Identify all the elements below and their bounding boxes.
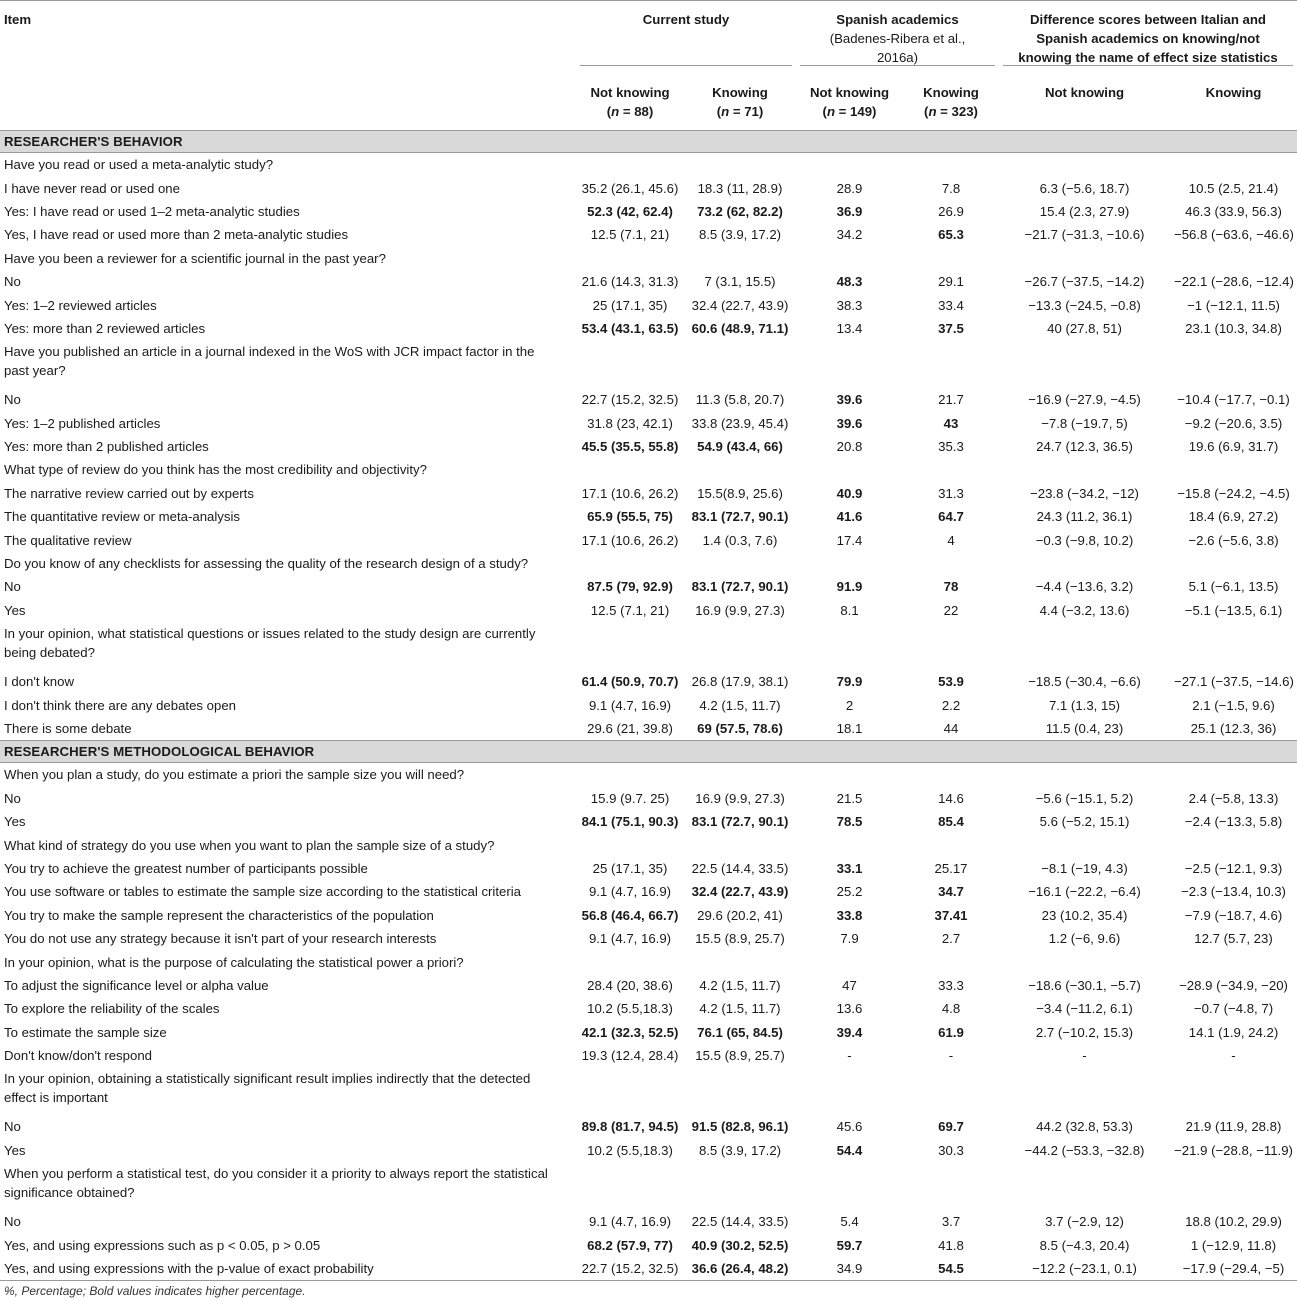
- cell-diff-not-knowing: 6.3 (−5.6, 18.7): [1039, 180, 1130, 196]
- header-item: Item: [0, 1, 576, 75]
- cell-row-label: You try to achieve the greatest number of participants possible: [4, 860, 368, 876]
- cell-current-knowing: 16.9 (9.9, 27.3): [695, 790, 785, 806]
- cell-spanish-knowing: 4.8: [941, 1001, 961, 1017]
- cell-current-not-knowing: 17.1 (10.6, 26.2): [581, 532, 679, 548]
- table-row: [0, 575, 1297, 598]
- cell-spanish-knowing: 33.3: [938, 977, 964, 993]
- cell-row-label: Yes: 1–2 reviewed articles: [4, 297, 157, 313]
- cell-diff-not-knowing: 11.5 (0.4, 23): [1045, 721, 1124, 736]
- cell-current-knowing: 8.5 (3.9, 17.2): [698, 1142, 782, 1158]
- cell-spanish-not-knowing: 78.5: [836, 814, 863, 830]
- cell-spanish-knowing: 78: [943, 579, 959, 595]
- table-row: [0, 1257, 1297, 1281]
- cell-diff-knowing: 1 (−12.9, 11.8): [1190, 1237, 1277, 1253]
- header-sp-knowing: Knowing (n = 323): [903, 74, 999, 131]
- cell-diff-not-knowing: 3.7 (−2.9, 12): [1045, 1214, 1124, 1230]
- question: In your opinion, obtaining a statistically significant result implies indirectly that the detected effect is important: [4, 1071, 531, 1106]
- question: Have you been a reviewer for a scientific journal in the past year?: [4, 250, 386, 266]
- cell-spanish-not-knowing: 54.4: [836, 1142, 863, 1158]
- cell-diff-knowing: −1 (−12.1, 11.5): [1187, 297, 1280, 313]
- section-methodological-behavior: RESEARCHER'S METHODOLOGICAL BEHAVIOR: [0, 741, 1297, 763]
- cell-row-label: No: [4, 274, 21, 290]
- header-sp-not-knowing: Not knowing (n = 149): [796, 74, 903, 131]
- cell-spanish-knowing: 4: [947, 532, 955, 548]
- cell-row-label: Don't know/don't respond: [4, 1048, 152, 1064]
- cell-spanish-knowing: 26.9: [938, 203, 964, 219]
- cell-current-not-knowing: 29.6 (21, 39.8): [587, 721, 673, 736]
- cell-current-knowing: 1.4 (0.3, 7.6): [702, 532, 778, 548]
- cell-current-knowing: 83.1 (72.7, 90.1): [691, 579, 789, 595]
- cell-diff-not-knowing: 8.5 (−4.3, 20.4): [1039, 1237, 1130, 1253]
- cell-current-knowing: 73.2 (62, 82.2): [697, 203, 783, 219]
- footnote: %, Percentage; Bold values indicates higher percentage.: [4, 1284, 306, 1298]
- cell-current-knowing: 8.5 (3.9, 17.2): [698, 227, 782, 243]
- cell-spanish-not-knowing: 59.7: [836, 1237, 863, 1253]
- cell-diff-not-knowing: 7.1 (1.3, 15): [1048, 697, 1121, 713]
- question: In your opinion, what is the purpose of calculating the statistical power a priori?: [4, 954, 464, 970]
- cell-row-label: You use software or tables to estimate the sample size according to the statistical criteria: [4, 884, 522, 900]
- table-row: [0, 599, 1297, 622]
- cell-diff-knowing: 25.1 (12.3, 36): [1190, 721, 1277, 736]
- cell-row-label: I don't think there are any debates open: [4, 697, 236, 713]
- cell-current-knowing: 15.5 (8.9, 25.7): [695, 1048, 785, 1064]
- cell-spanish-not-knowing: 20.8: [836, 439, 863, 455]
- cell-spanish-knowing: 30.3: [938, 1142, 964, 1158]
- cell-current-knowing: 91.5 (82.8, 96.1): [691, 1119, 789, 1135]
- header-difference-scores: Difference scores between Italian and Spanish academics on knowing/not knowing the name of effect size statistics: [999, 1, 1297, 75]
- question: Have you read or used a meta-analytic study?: [4, 157, 274, 173]
- cell-spanish-not-knowing: 41.6: [836, 509, 863, 525]
- table-row: [0, 1021, 1297, 1044]
- cell-diff-not-knowing: −26.7 (−37.5, −14.2): [1024, 274, 1145, 290]
- cell-current-knowing: 4.2 (1.5, 11.7): [699, 1001, 781, 1017]
- cell-diff-not-knowing: -: [1082, 1048, 1087, 1064]
- cell-current-knowing: 83.1 (72.7, 90.1): [691, 509, 789, 525]
- table-row: [0, 1233, 1297, 1256]
- cell-spanish-not-knowing: 21.5: [836, 790, 863, 806]
- cell-current-not-knowing: 25 (17.1, 35): [592, 860, 668, 876]
- cell-row-label: To explore the reliability of the scales: [4, 1001, 220, 1017]
- cell-diff-knowing: −27.1 (−37.5, −14.6): [1174, 674, 1294, 690]
- cell-spanish-knowing: 37.5: [938, 320, 964, 336]
- cell-current-not-knowing: 12.5 (7.1, 21): [590, 227, 670, 243]
- cell-spanish-not-knowing: 17.4: [836, 532, 863, 548]
- cell-current-not-knowing: 10.2 (5.5,18.3): [587, 1142, 673, 1158]
- cell-spanish-not-knowing: 7.9: [840, 931, 859, 947]
- cell-current-knowing: 11.3 (5.8, 20.7): [695, 392, 785, 408]
- cell-row-label: The narrative review carried out by experts: [4, 485, 254, 501]
- cell-diff-knowing: 21.9 (11.9, 28.8): [1185, 1119, 1282, 1135]
- cell-diff-not-knowing: −18.6 (−30.1, −5.7): [1028, 977, 1141, 993]
- cell-row-label: I don't know: [4, 674, 74, 690]
- cell-row-label: The qualitative review: [4, 532, 132, 548]
- cell-spanish-not-knowing: -: [847, 1048, 852, 1064]
- cell-diff-not-knowing: −13.3 (−24.5, −0.8): [1028, 297, 1141, 313]
- cell-row-label: No: [4, 1119, 21, 1135]
- cell-diff-knowing: -: [1231, 1048, 1236, 1064]
- cell-diff-knowing: −28.9 (−34.9, −20): [1179, 977, 1288, 993]
- cell-spanish-not-knowing: 33.1: [836, 860, 863, 876]
- cell-diff-not-knowing: −18.5 (−30.4, −6.6): [1028, 674, 1141, 690]
- section-researcher-behavior: RESEARCHER'S BEHAVIOR: [0, 131, 1297, 153]
- cell-row-label: You try to make the sample represent the characteristics of the population: [4, 907, 434, 923]
- table-row: [0, 482, 1297, 505]
- table-row: [0, 787, 1297, 810]
- cell-current-not-knowing: 56.8 (46.4, 66.7): [581, 907, 679, 923]
- cell-diff-not-knowing: −8.1 (−19, 4.3): [1041, 860, 1128, 876]
- cell-diff-not-knowing: 40 (27.8, 51): [1047, 320, 1122, 336]
- cell-current-not-knowing: 15.9 (9.7. 25): [590, 790, 670, 806]
- cell-current-not-knowing: 87.5 (79, 92.9): [587, 579, 673, 595]
- cell-row-label: Yes: 1–2 published articles: [4, 415, 161, 431]
- cell-spanish-knowing: 54.5: [903, 1257, 999, 1281]
- cell-diff-knowing: 12.7 (5.7, 23): [1194, 931, 1273, 947]
- cell-current-not-knowing: 22.7 (15.2, 32.5): [581, 392, 679, 408]
- table-row: [0, 412, 1297, 435]
- cell-spanish-knowing: 7.8: [941, 180, 961, 196]
- table-row: [0, 317, 1297, 340]
- table-row: [0, 176, 1297, 199]
- table-row: [0, 857, 1297, 880]
- question: What type of review do you think has the most credibility and objectivity?: [4, 462, 427, 478]
- cell-row-label: To adjust the significance level or alpha value: [4, 977, 269, 993]
- cell-spanish-not-knowing: 40.9: [836, 485, 863, 501]
- cell-diff-knowing: −5.1 (−13.5, 6.1): [1184, 602, 1283, 618]
- cell-spanish-knowing: 25.17: [934, 860, 968, 876]
- cell-spanish-not-knowing: 28.9: [836, 180, 863, 196]
- cell-row-label: No: [4, 392, 21, 408]
- cell-current-not-knowing: 53.4 (43.1, 63.5): [581, 320, 679, 336]
- question: Have you published an article in a journal indexed in the WoS with JCR impact factor in the past year?: [4, 344, 535, 379]
- cell-current-not-knowing: 9.1 (4.7, 16.9): [588, 884, 672, 900]
- cell-spanish-knowing: 31.3: [938, 485, 964, 501]
- cell-row-label: Yes: more than 2 published articles: [4, 439, 209, 455]
- table-row: [0, 435, 1297, 458]
- cell-row-label: Yes: I have read or used 1–2 meta-analytic studies: [4, 203, 300, 219]
- header-diff-knowing: Knowing: [1170, 74, 1297, 131]
- cell-spanish-not-knowing: 18.1: [836, 721, 863, 736]
- cell-current-not-knowing: 17.1 (10.6, 26.2): [581, 485, 679, 501]
- cell-current-not-knowing: 21.6 (14.3, 31.3): [581, 274, 679, 290]
- cell-diff-knowing: 18.8 (10.2, 29.9): [1185, 1214, 1282, 1230]
- cell-current-not-knowing: 28.4 (20, 38.6): [587, 977, 673, 993]
- cell-row-label: Yes, I have read or used more than 2 meta-analytic studies: [4, 227, 349, 243]
- cell-current-not-knowing: 19.3 (12.4, 28.4): [581, 1048, 679, 1064]
- header-spanish-academics: Spanish academics (Badenes-Ribera et al., 2016a): [796, 1, 999, 75]
- cell-current-not-knowing: 9.1 (4.7, 16.9): [588, 931, 672, 947]
- cell-spanish-knowing: 21.7: [938, 392, 964, 408]
- cell-diff-not-knowing: 15.4 (2.3, 27.9): [1039, 203, 1130, 219]
- cell-spanish-knowing: 33.4: [938, 297, 964, 313]
- cell-row-label: No: [4, 579, 21, 595]
- cell-diff-not-knowing: 1.2 (−6, 9.6): [1048, 931, 1121, 947]
- cell-spanish-not-knowing: 33.8: [836, 907, 863, 923]
- question: When you perform a statistical test, do you consider it a priority to always report the statistical significance obtained?: [4, 1166, 548, 1201]
- cell-row-label: Yes, and using expressions such as p < 0.05, p > 0.05: [4, 1237, 321, 1253]
- cell-spanish-knowing: 64.7: [938, 509, 964, 525]
- cell-diff-not-knowing: −3.4 (−11.2, 6.1): [1036, 1001, 1133, 1017]
- cell-row-label: Yes, and using expressions with the p-value of exact probability: [0, 1257, 576, 1281]
- cell-row-label: Yes: [4, 1142, 26, 1158]
- table-row: [0, 670, 1297, 693]
- cell-current-knowing: 15.5 (8.9, 25.7): [695, 931, 785, 947]
- cell-diff-not-knowing: −23.8 (−34.2, −12): [1030, 485, 1139, 501]
- cell-row-label: No: [4, 1214, 21, 1230]
- cell-spanish-knowing: 29.1: [938, 274, 964, 290]
- cell-row-label: There is some debate: [4, 721, 132, 736]
- table-row: [0, 1210, 1297, 1233]
- cell-spanish-not-knowing: 79.9: [836, 674, 863, 690]
- table-row: [0, 693, 1297, 716]
- cell-spanish-not-knowing: 38.3: [836, 297, 863, 313]
- cell-diff-knowing: −0.7 (−4.8, 7): [1193, 1001, 1274, 1017]
- cell-current-not-knowing: 52.3 (42, 62.4): [587, 203, 673, 219]
- cell-current-not-knowing: 61.4 (50.9, 70.7): [581, 674, 679, 690]
- cell-row-label: To estimate the sample size: [4, 1024, 167, 1040]
- cell-current-not-knowing: 35.2 (26.1, 45.6): [581, 180, 679, 196]
- cell-spanish-knowing: 22: [943, 602, 959, 618]
- cell-spanish-knowing: 44: [943, 721, 959, 736]
- table-row: [0, 997, 1297, 1020]
- cell-row-label: Yes: more than 2 reviewed articles: [4, 320, 206, 336]
- cell-current-not-knowing: 9.1 (4.7, 16.9): [588, 1214, 672, 1230]
- cell-spanish-not-knowing: 34.2: [836, 227, 863, 243]
- cell-diff-not-knowing: −4.4 (−13.6, 3.2): [1035, 579, 1134, 595]
- cell-diff-knowing: 2.1 (−1.5, 9.6): [1192, 697, 1275, 713]
- cell-spanish-not-knowing: 25.2: [836, 884, 863, 900]
- cell-diff-knowing: −9.2 (−20.6, 3.5): [1184, 415, 1283, 431]
- cell-current-knowing: 60.6 (48.9, 71.1): [691, 320, 789, 336]
- table-row: [0, 293, 1297, 316]
- cell-diff-knowing: −2.4 (−13.3, 5.8): [1184, 814, 1283, 830]
- cell-current-not-knowing: 68.2 (57.9, 77): [587, 1237, 673, 1253]
- cell-diff-knowing: −2.3 (−13.4, 10.3): [1181, 884, 1286, 900]
- table-row: [0, 505, 1297, 528]
- cell-row-label: The quantitative review or meta-analysis: [4, 509, 241, 525]
- cell-spanish-knowing: 53.9: [938, 674, 964, 690]
- cell-diff-knowing: 14.1 (1.9, 24.2): [1188, 1024, 1279, 1040]
- cell-spanish-not-knowing: 34.9: [796, 1257, 903, 1281]
- cell-diff-knowing: 18.4 (6.9, 27.2): [1188, 509, 1279, 525]
- cell-spanish-not-knowing: 39.6: [836, 392, 863, 408]
- cell-current-not-knowing: 42.1 (32.3, 52.5): [581, 1024, 679, 1040]
- cell-spanish-not-knowing: 39.6: [836, 415, 863, 431]
- cell-spanish-knowing: 14.6: [938, 790, 964, 806]
- cell-row-label: No: [4, 790, 21, 806]
- cell-diff-not-knowing: −5.6 (−15.1, 5.2): [1035, 790, 1134, 806]
- cell-spanish-not-knowing: 2: [845, 697, 854, 713]
- cell-current-knowing: 29.6 (20.2, 41): [697, 907, 783, 923]
- cell-spanish-not-knowing: 5.4: [840, 1214, 859, 1230]
- question: Do you know of any checklists for assessing the quality of the research design of a study?: [4, 556, 529, 572]
- table-row: [0, 974, 1297, 997]
- cell-spanish-knowing: 2.7: [941, 931, 961, 947]
- cell-diff-not-knowing: 4.4 (−3.2, 13.6): [1039, 602, 1130, 618]
- cell-spanish-knowing: 2.2: [941, 697, 961, 713]
- header-current-study: Current study: [576, 1, 796, 75]
- cell-current-knowing: 7 (3.1, 15.5): [704, 274, 776, 290]
- cell-spanish-knowing: 85.4: [938, 814, 964, 830]
- cell-current-knowing: 26.8 (17.9, 38.1): [691, 674, 789, 690]
- cell-row-label: Yes: [4, 814, 26, 830]
- cell-diff-not-knowing: −16.1 (−22.2, −6.4): [1028, 884, 1141, 900]
- cell-current-knowing: 33.8 (23.9, 45.4): [691, 415, 789, 431]
- question: When you plan a study, do you estimate a priori the sample size you will need?: [4, 767, 465, 783]
- cell-spanish-knowing: 37.41: [934, 907, 968, 923]
- table-row: [0, 1044, 1297, 1067]
- cell-diff-knowing: −21.9 (−28.8, −11.9): [1174, 1142, 1293, 1158]
- cell-current-not-knowing: 10.2 (5.5,18.3): [587, 1001, 673, 1017]
- cell-current-knowing: 4.2 (1.5, 11.7): [699, 697, 781, 713]
- cell-current-not-knowing: 45.5 (35.5, 55.8): [581, 439, 679, 455]
- cell-current-knowing: 22.5 (14.4, 33.5): [691, 1214, 789, 1230]
- cell-diff-knowing: −7.9 (−18.7, 4.6): [1184, 907, 1283, 923]
- table-row: [0, 717, 1297, 741]
- cell-current-not-knowing: 22.7 (15.2, 32.5): [576, 1257, 684, 1281]
- cell-current-not-knowing: 65.9 (55.5, 75): [587, 509, 673, 525]
- cell-current-knowing: 83.1 (72.7, 90.1): [691, 814, 789, 830]
- cell-diff-not-knowing: 23 (10.2, 35.4): [1041, 907, 1128, 923]
- cell-spanish-knowing: 65.3: [938, 227, 964, 243]
- cell-diff-not-knowing: 24.7 (12.3, 36.5): [1036, 439, 1133, 455]
- cell-diff-not-knowing: −16.9 (−27.9, −4.5): [1028, 392, 1141, 408]
- cell-spanish-not-knowing: 48.3: [836, 274, 863, 290]
- cell-diff-knowing: 19.6 (6.9, 31.7): [1188, 439, 1279, 455]
- table-row: [0, 927, 1297, 950]
- cell-spanish-not-knowing: 91.9: [836, 579, 863, 595]
- question: In your opinion, what statistical questions or issues related to the study design are currently being debated?: [4, 626, 536, 661]
- cell-diff-knowing: −2.6 (−5.6, 3.8): [1188, 532, 1279, 548]
- cell-current-not-knowing: 84.1 (75.1, 90.3): [581, 814, 679, 830]
- table-row: [0, 1115, 1297, 1138]
- cell-spanish-not-knowing: 36.9: [836, 203, 863, 219]
- table-row: [0, 904, 1297, 927]
- cell-spanish-knowing: 43: [943, 415, 959, 431]
- cell-diff-not-knowing: 5.6 (−5.2, 15.1): [1039, 814, 1130, 830]
- cell-diff-not-knowing: 2.7 (−10.2, 15.3): [1035, 1024, 1134, 1040]
- cell-current-not-knowing: 31.8 (23, 42.1): [587, 415, 673, 431]
- table-row: [0, 528, 1297, 551]
- table-row: [0, 880, 1297, 903]
- cell-diff-knowing: 10.5 (2.5, 21.4): [1188, 180, 1279, 196]
- cell-spanish-not-knowing: 8.1: [840, 602, 859, 618]
- cell-row-label: You do not use any strategy because it isn't part of your research interests: [4, 931, 437, 947]
- cell-diff-knowing: 2.4 (−5.8, 13.3): [1188, 790, 1279, 806]
- cell-current-knowing: 69 (57.5, 78.6): [697, 721, 783, 736]
- table-row: [0, 810, 1297, 833]
- cell-spanish-not-knowing: 39.4: [836, 1024, 863, 1040]
- cell-diff-not-knowing: 44.2 (32.8, 53.3): [1036, 1119, 1133, 1135]
- cell-row-label: I have never read or used one: [4, 180, 180, 196]
- cell-diff-not-knowing: −12.2 (−23.1, 0.1): [999, 1257, 1170, 1281]
- cell-spanish-not-knowing: 13.6: [836, 1001, 863, 1017]
- table-row: [0, 388, 1297, 411]
- cell-spanish-not-knowing: 13.4: [836, 320, 863, 336]
- cell-diff-knowing: −10.4 (−17.7, −0.1): [1177, 392, 1290, 408]
- cell-diff-not-knowing: −21.7 (−31.3, −10.6): [1024, 227, 1145, 243]
- cell-current-not-knowing: 9.1 (4.7, 16.9): [588, 697, 672, 713]
- cell-current-knowing: 40.9 (30.2, 52.5): [691, 1237, 789, 1253]
- cell-diff-knowing: −56.8 (−63.6, −46.6): [1174, 227, 1294, 243]
- cell-diff-knowing: −17.9 (−29.4, −5): [1170, 1257, 1297, 1281]
- cell-current-knowing: 32.4 (22.7, 43.9): [691, 884, 789, 900]
- header-cur-not-knowing: Not knowing (n = 88): [576, 74, 684, 131]
- table-row: [0, 270, 1297, 293]
- cell-current-knowing: 16.9 (9.9, 27.3): [695, 602, 785, 618]
- cell-diff-knowing: −22.1 (−28.6, −12.4): [1174, 274, 1294, 290]
- cell-current-knowing: 32.4 (22.7, 43.9): [691, 297, 789, 313]
- table-row: [0, 1139, 1297, 1162]
- cell-spanish-knowing: 3.7: [941, 1214, 961, 1230]
- cell-spanish-knowing: 61.9: [938, 1024, 964, 1040]
- cell-diff-knowing: −2.5 (−12.1, 9.3): [1184, 860, 1283, 876]
- cell-spanish-knowing: 34.7: [938, 884, 964, 900]
- cell-spanish-not-knowing: 45.6: [836, 1119, 863, 1135]
- cell-current-knowing: 22.5 (14.4, 33.5): [691, 860, 789, 876]
- cell-current-knowing: 54.9 (43.4, 66): [697, 439, 783, 455]
- cell-diff-knowing: 5.1 (−6.1, 13.5): [1188, 579, 1279, 595]
- cell-spanish-knowing: 35.3: [938, 439, 964, 455]
- cell-diff-knowing: 23.1 (10.3, 34.8): [1185, 320, 1282, 336]
- cell-current-not-knowing: 25 (17.1, 35): [592, 297, 668, 313]
- cell-diff-not-knowing: 24.3 (11.2, 36.1): [1036, 509, 1133, 525]
- cell-spanish-knowing: 69.7: [938, 1119, 964, 1135]
- cell-diff-knowing: −15.8 (−24.2, −4.5): [1177, 485, 1290, 501]
- cell-current-knowing: 15.5(8.9, 25.6): [697, 485, 783, 501]
- header-cur-knowing: Knowing (n = 71): [684, 74, 796, 131]
- header-diff-not-knowing: Not knowing: [999, 74, 1170, 131]
- cell-diff-knowing: 46.3 (33.9, 56.3): [1185, 203, 1282, 219]
- cell-current-not-knowing: 89.8 (81.7, 94.5): [581, 1119, 679, 1135]
- cell-diff-not-knowing: −7.8 (−19.7, 5): [1041, 415, 1128, 431]
- cell-diff-not-knowing: −0.3 (−9.8, 10.2): [1035, 532, 1134, 548]
- cell-diff-not-knowing: −44.2 (−53.3, −32.8): [1024, 1142, 1145, 1158]
- table-row: [0, 200, 1297, 223]
- cell-spanish-knowing: -: [948, 1048, 954, 1064]
- cell-current-knowing: 18.3 (11, 28.9): [697, 180, 783, 196]
- table-row: [0, 223, 1297, 246]
- cell-spanish-knowing: 41.8: [938, 1237, 964, 1253]
- cell-current-knowing: 36.6 (26.4, 48.2): [684, 1257, 796, 1281]
- cell-current-not-knowing: 12.5 (7.1, 21): [590, 602, 670, 618]
- cell-current-knowing: 4.2 (1.5, 11.7): [699, 977, 781, 993]
- cell-spanish-not-knowing: 47: [842, 977, 857, 993]
- cell-current-knowing: 76.1 (65, 84.5): [697, 1024, 783, 1040]
- cell-row-label: Yes: [4, 602, 26, 618]
- question: What kind of strategy do you use when you want to plan the sample size of a study?: [4, 837, 495, 853]
